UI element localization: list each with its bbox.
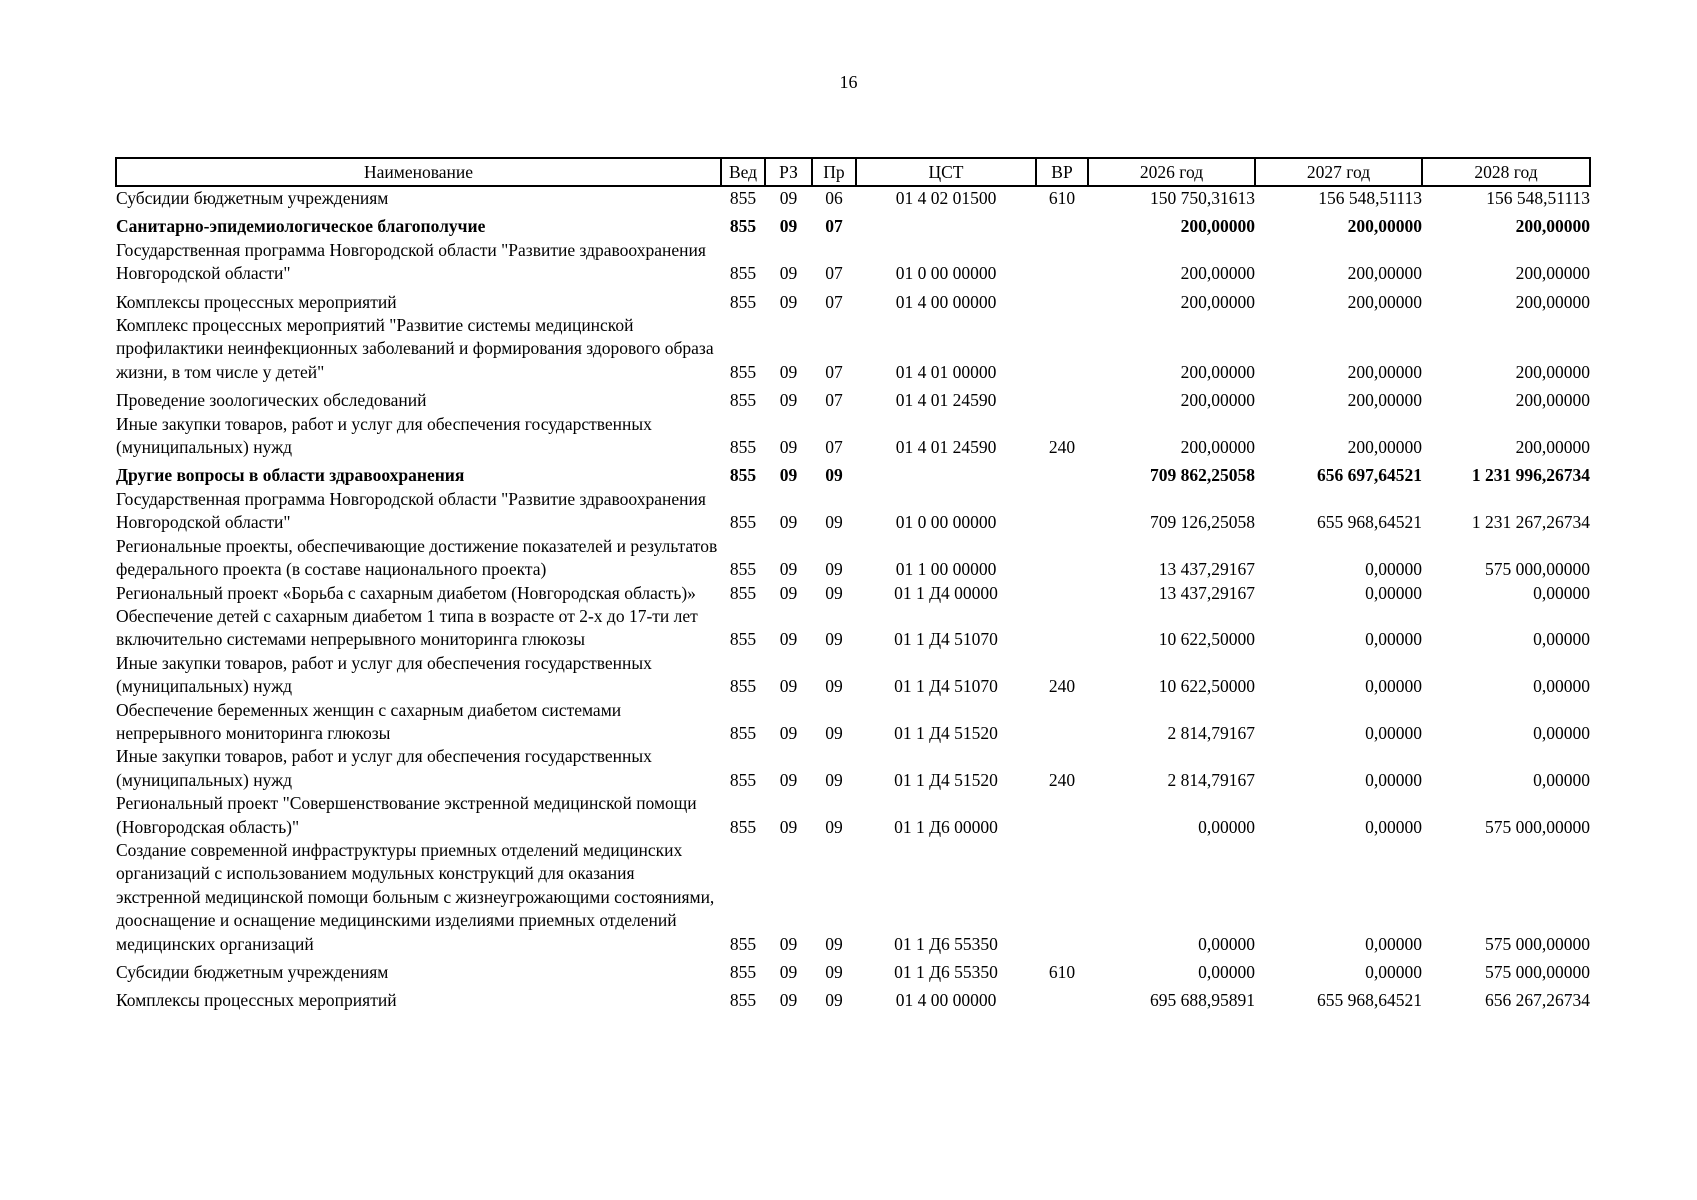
row-2028: 1 231 996,26734 — [1471, 465, 1590, 486]
header-rz: РЗ — [765, 158, 812, 186]
row-rz: 09 — [779, 216, 798, 237]
row-ved: 855 — [729, 291, 757, 312]
row-2026: 200,00000 — [1180, 361, 1255, 382]
row-rz: 09 — [779, 962, 798, 982]
row-2026: 13 437,29167 — [1158, 559, 1255, 580]
row-2028: 0,00000 — [1533, 629, 1590, 650]
row-vr: 610 — [1048, 962, 1076, 982]
row-rz: 09 — [779, 437, 798, 458]
row-ved: 855 — [729, 390, 757, 411]
row-ved: 855 — [729, 962, 757, 982]
row-2028: 0,00000 — [1533, 769, 1590, 790]
row-2028: 575 000,00000 — [1485, 962, 1590, 982]
row-ved: 855 — [729, 990, 757, 1011]
row-2027: 0,00000 — [1365, 676, 1422, 697]
table-row — [116, 745, 1590, 792]
budget-table — [115, 157, 1591, 1013]
row-name: Иные закупки товаров, работ и услуг для обеспечения государственных (муниципальных) нужд — [116, 746, 652, 790]
row-2028: 200,00000 — [1515, 390, 1590, 411]
row-rz: 09 — [779, 291, 798, 312]
row-vr: 240 — [1048, 769, 1076, 790]
row-pr: 09 — [825, 769, 843, 790]
row-vr: 610 — [1048, 188, 1076, 208]
row-vr — [1036, 210, 1088, 238]
row-2027: 0,00000 — [1365, 933, 1422, 954]
table-row — [116, 413, 1590, 460]
row-ved: 855 — [729, 263, 757, 284]
row-rz: 09 — [779, 465, 798, 486]
row-name: Комплекс процессных мероприятий "Развитие системы медицинской профилактики неинфекционных заболеваний и формирования здорового образа жизни, в том числе у детей" — [116, 315, 714, 382]
row-name: Другие вопросы в области здравоохранения — [116, 465, 465, 486]
row-pr: 09 — [825, 465, 843, 486]
row-vr — [1036, 605, 1088, 652]
row-vr — [1036, 699, 1088, 746]
row-2026: 150 750,31613 — [1150, 188, 1255, 208]
row-cst: 01 1 00 00000 — [895, 559, 997, 580]
row-cst: 01 1 Д4 51520 — [894, 769, 998, 790]
header-2028: 2028 год — [1422, 158, 1590, 186]
row-rz: 09 — [779, 676, 798, 697]
row-cst: 01 1 Д4 51070 — [894, 676, 998, 697]
row-pr: 09 — [825, 990, 843, 1011]
row-pr: 09 — [825, 722, 843, 743]
row-vr — [1036, 459, 1088, 487]
row-vr — [1036, 384, 1088, 412]
table-row — [116, 792, 1590, 839]
row-cst: 01 4 00 00000 — [895, 291, 997, 312]
row-2027: 200,00000 — [1347, 216, 1422, 237]
row-rz: 09 — [779, 361, 798, 382]
row-cst: 01 0 00 00000 — [895, 263, 997, 284]
row-pr: 06 — [825, 188, 843, 208]
row-name: Обеспечение беременных женщин с сахарным диабетом системами непрерывного мониторинга глюкозы — [116, 699, 622, 743]
row-cst: 01 4 01 00000 — [895, 361, 997, 382]
row-name: Комплексы процессных мероприятий — [116, 990, 397, 1011]
row-2028: 0,00000 — [1533, 582, 1590, 603]
header-pr: Пр — [812, 158, 856, 186]
row-pr: 09 — [825, 676, 843, 697]
row-2028: 200,00000 — [1515, 437, 1590, 458]
row-vr — [1036, 582, 1088, 605]
row-cst: 01 0 00 00000 — [895, 512, 997, 533]
table-row — [116, 605, 1590, 652]
row-2027: 0,00000 — [1365, 962, 1422, 982]
row-rz: 09 — [779, 559, 798, 580]
table-row — [116, 488, 1590, 535]
row-2028: 156 548,51113 — [1486, 188, 1590, 208]
table-row-section — [116, 459, 1590, 487]
row-2027: 0,00000 — [1365, 582, 1422, 603]
header-2026: 2026 год — [1088, 158, 1255, 186]
row-cst: 01 1 Д4 51070 — [894, 629, 998, 650]
row-2027: 655 968,64521 — [1317, 990, 1422, 1011]
row-vr — [1036, 792, 1088, 839]
page-number: 16 — [839, 72, 858, 92]
row-cst: 01 1 Д6 55350 — [894, 933, 998, 954]
row-2028: 0,00000 — [1533, 722, 1590, 743]
row-2026: 0,00000 — [1198, 962, 1255, 982]
header-cst: ЦСТ — [856, 158, 1036, 186]
row-2026: 10 622,50000 — [1158, 676, 1255, 697]
row-name: Субсидии бюджетным учреждениям — [116, 188, 389, 208]
row-rz: 09 — [779, 582, 798, 603]
row-2028: 200,00000 — [1515, 263, 1590, 284]
row-cst: 01 4 02 01500 — [895, 188, 997, 208]
row-2026: 0,00000 — [1198, 933, 1255, 954]
row-vr: 240 — [1048, 437, 1076, 458]
table-row — [116, 984, 1590, 1012]
row-2026: 2 814,79167 — [1167, 722, 1255, 743]
row-name: Региональный проект «Борьба с сахарным диабетом (Новгородская область)» — [116, 582, 696, 603]
row-ved: 855 — [729, 933, 757, 954]
row-cst: 01 1 Д6 00000 — [894, 816, 998, 837]
row-2027: 200,00000 — [1347, 263, 1422, 284]
row-ved: 855 — [729, 512, 757, 533]
row-ved: 855 — [729, 816, 757, 837]
row-rz: 09 — [779, 769, 798, 790]
row-name: Государственная программа Новгородской области "Развитие здравоохранения Новгородской области" — [116, 239, 706, 284]
row-ved: 855 — [729, 361, 757, 382]
table-row — [116, 186, 1590, 210]
row-2026: 709 126,25058 — [1150, 512, 1255, 533]
row-ved: 855 — [729, 582, 757, 603]
row-name: Комплексы процессных мероприятий — [116, 291, 397, 312]
row-ved: 855 — [729, 629, 757, 650]
row-2028: 200,00000 — [1515, 291, 1590, 312]
table-row — [116, 956, 1590, 984]
row-rz: 09 — [779, 512, 798, 533]
row-rz: 09 — [779, 629, 798, 650]
row-2027: 656 697,64521 — [1317, 465, 1422, 486]
row-ved: 855 — [729, 769, 757, 790]
row-2026: 0,00000 — [1198, 816, 1255, 837]
row-cst: 01 4 00 00000 — [895, 990, 997, 1011]
row-pr: 09 — [825, 816, 843, 837]
row-pr: 09 — [825, 559, 843, 580]
row-pr: 07 — [825, 437, 843, 458]
row-pr: 07 — [825, 216, 843, 237]
row-ved: 855 — [729, 188, 757, 208]
row-2028: 0,00000 — [1533, 676, 1590, 697]
row-pr: 09 — [825, 512, 843, 533]
row-2027: 156 548,51113 — [1318, 188, 1422, 208]
row-pr: 07 — [825, 390, 843, 411]
row-2026: 10 622,50000 — [1158, 629, 1255, 650]
row-name: Региональные проекты, обеспечивающие достижение показателей и результатов федерального проекта (в составе национального проекта) — [116, 535, 718, 580]
row-name: Государственная программа Новгородской области "Развитие здравоохранения Новгородской области" — [116, 488, 706, 533]
table-row — [116, 286, 1590, 314]
table-row-section — [116, 210, 1590, 238]
row-cst — [856, 210, 1036, 238]
row-ved: 855 — [729, 676, 757, 697]
row-vr: 240 — [1048, 676, 1076, 697]
row-2028: 575 000,00000 — [1485, 559, 1590, 580]
row-2026: 200,00000 — [1180, 437, 1255, 458]
row-2026: 695 688,95891 — [1150, 990, 1255, 1011]
table-row — [116, 314, 1590, 384]
row-vr — [1036, 984, 1088, 1012]
row-rz: 09 — [779, 390, 798, 411]
row-pr: 09 — [825, 962, 843, 982]
row-ved: 855 — [729, 722, 757, 743]
row-2027: 655 968,64521 — [1317, 512, 1422, 533]
row-name: Создание современной инфраструктуры приемных отделений медицинских организаций с использованием модульных конструкций для оказания экстренной медицинской помощи больным с жизнеугрожающими состояниями, дооснащение и оснащение медицинскими изделиями приемных отделений медицинских организаций — [116, 839, 715, 954]
row-2027: 0,00000 — [1365, 769, 1422, 790]
row-ved: 855 — [729, 559, 757, 580]
row-2026: 2 814,79167 — [1167, 769, 1255, 790]
table-row — [116, 535, 1590, 582]
table-row — [116, 839, 1590, 956]
row-pr: 09 — [825, 933, 843, 954]
row-cst — [856, 459, 1036, 487]
row-name: Субсидии бюджетным учреждениям — [116, 962, 389, 982]
row-pr: 07 — [825, 291, 843, 312]
row-name: Региональный проект "Совершенствование экстренной медицинской помощи (Новгородская область)" — [116, 793, 697, 837]
row-rz: 09 — [779, 933, 798, 954]
row-2026: 200,00000 — [1180, 216, 1255, 237]
row-rz: 09 — [779, 816, 798, 837]
table-header-row — [116, 158, 1590, 186]
row-2027: 200,00000 — [1347, 291, 1422, 312]
row-2028: 575 000,00000 — [1485, 816, 1590, 837]
table-row — [116, 384, 1590, 412]
row-vr — [1036, 286, 1088, 314]
row-2026: 200,00000 — [1180, 291, 1255, 312]
row-vr — [1036, 488, 1088, 535]
row-pr: 09 — [825, 582, 843, 603]
row-2027: 0,00000 — [1365, 629, 1422, 650]
row-cst: 01 4 01 24590 — [895, 390, 997, 411]
row-rz: 09 — [779, 722, 798, 743]
row-name: Иные закупки товаров, работ и услуг для обеспечения государственных (муниципальных) нужд — [116, 652, 652, 697]
row-rz: 09 — [779, 990, 798, 1011]
row-2028: 575 000,00000 — [1485, 933, 1590, 954]
table-row — [116, 582, 1590, 605]
table-row — [116, 699, 1590, 746]
row-2027: 200,00000 — [1347, 361, 1422, 382]
row-name: Санитарно-эпидемиологическое благополучие — [116, 216, 486, 237]
row-2028: 200,00000 — [1515, 361, 1590, 382]
row-2028: 1 231 267,26734 — [1471, 512, 1590, 533]
table-row — [116, 652, 1590, 699]
row-2027: 0,00000 — [1365, 559, 1422, 580]
row-vr — [1036, 314, 1088, 384]
row-vr — [1036, 839, 1088, 956]
row-cst: 01 1 Д4 00000 — [894, 582, 998, 603]
row-name: Обеспечение детей с сахарным диабетом 1 типа в возрасте от 2-х до 17-ти лет включительно системами непрерывного мониторинга глюкозы — [116, 605, 698, 650]
row-ved: 855 — [729, 437, 757, 458]
row-name: Иные закупки товаров, работ и услуг для обеспечения государственных (муниципальных) нужд — [116, 413, 652, 458]
row-2026: 200,00000 — [1180, 263, 1255, 284]
row-2028: 656 267,26734 — [1485, 990, 1590, 1011]
row-2026: 200,00000 — [1180, 390, 1255, 411]
header-2027: 2027 год — [1255, 158, 1422, 186]
row-2026: 709 862,25058 — [1150, 465, 1255, 486]
row-rz: 09 — [779, 263, 798, 284]
row-pr: 07 — [825, 361, 843, 382]
row-ved: 855 — [729, 216, 757, 237]
header-name: Наименование — [116, 158, 721, 186]
row-cst: 01 1 Д4 51520 — [894, 722, 998, 743]
row-2028: 200,00000 — [1515, 216, 1590, 237]
row-pr: 09 — [825, 629, 843, 650]
row-2027: 0,00000 — [1365, 722, 1422, 743]
header-ved: Вед — [721, 158, 765, 186]
row-vr — [1036, 239, 1088, 286]
row-name: Проведение зоологических обследований — [116, 390, 427, 411]
row-pr: 07 — [825, 263, 843, 284]
row-rz: 09 — [779, 188, 798, 208]
row-2027: 200,00000 — [1347, 390, 1422, 411]
row-vr — [1036, 535, 1088, 582]
table-row — [116, 239, 1590, 286]
header-vr: ВР — [1036, 158, 1088, 186]
row-2027: 200,00000 — [1347, 437, 1422, 458]
row-cst: 01 1 Д6 55350 — [894, 962, 998, 982]
row-ved: 855 — [729, 465, 757, 486]
row-2027: 0,00000 — [1365, 816, 1422, 837]
row-cst: 01 4 01 24590 — [895, 437, 997, 458]
row-2026: 13 437,29167 — [1158, 582, 1255, 603]
